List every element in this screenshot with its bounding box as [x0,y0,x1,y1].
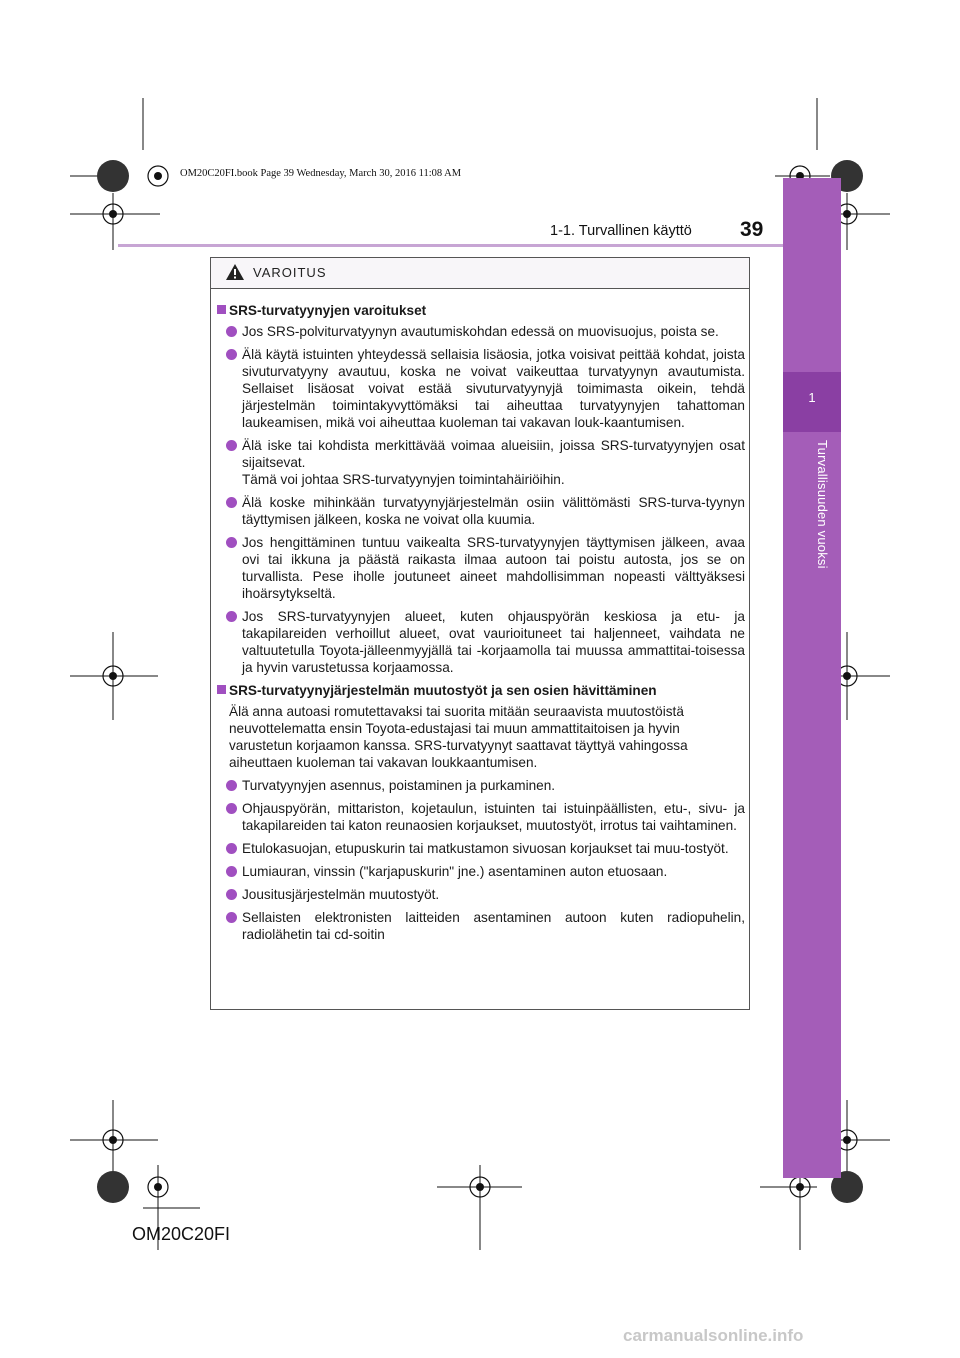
header-rule [118,244,783,247]
list-item: Jos SRS-polviturvatyynyn avautumiskohdan edessä on muovisuojus, poista se. [217,323,745,340]
chapter-label: Turvallisuuden vuoksi [815,440,830,569]
list-item: Lumiauran, vinssin ("karjapuskurin" jne.) asentaminen auton etuosaan. [217,863,745,880]
list-item: Jousitusjärjestelmän muutostyöt. [217,886,745,903]
list-item: Älä iske tai kohdista merkittävää voimaa alueisiin, joissa SRS-turvatyynyjen osat sijaitsevat. Tämä voi johtaa SRS-turvatyynyjen toimintahäiriöihin. [217,437,745,488]
watermark: carmanualsonline.info [623,1326,804,1345]
warning-header [211,258,749,289]
list-item: Turvatyynyjen asennus, poistaminen ja purkaminen. [217,777,745,794]
warning-triangle-icon [225,263,245,281]
list-item: Jos SRS-turvatyynyjen alueet, kuten ohjauspyörän keskiosa ja etu- ja takapilareiden verhoillut alueet, ovat vaurioituneet tai haljenneet, vaihdata ne valtuutetulla Toyota-jälleenmyyjällä tai -korjaamolla tai muussa ammattitai-toisessa ja hyvin varustetussa korjaamossa. [217,608,745,676]
warning-body [217,298,745,949]
section-title: 1-1. Turvallinen käyttö [550,223,692,239]
bullet-icon [226,611,237,622]
bullet-icon [226,843,237,854]
warning-title: VAROITUS [253,265,327,280]
document-code: OM20C20FI [132,1224,231,1244]
section-heading: SRS-turvatyynyjärjestelmän muutostyöt ja sen osien hävittäminen [217,682,745,699]
bullet-icon [226,349,237,360]
list-item: Ohjauspyörän, mittariston, kojetaulun, istuinten tai istuinpäällisten, etu-, sivu- ja takapilareiden tai katon reunaosien korjaukset, muutostyöt, irrotus tai vaihtaminen. [217,800,745,834]
bullet-icon [226,326,237,337]
bullet-icon [226,780,237,791]
bullet-icon [226,866,237,877]
page-number: 39 [740,218,764,241]
list-item: Sellaisten elektronisten laitteiden asentaminen autoon kuten radiopuhelin, radiolähetin tai cd-soitin [217,909,745,943]
book-info: OM20C20FI.book Page 39 Wednesday, March 30, 2016 11:08 AM [180,168,462,179]
list-item: Älä käytä istuinten yhteydessä sellaisia lisäosia, jotka voisivat peittää kohdat, joista sivuturvatyyny avautuu, koska ne voivat vaikeuttaa turvatyynyn avautumista. Sellaiset lisäosat voivat estää sivuturvatyynyjä toimimasta oikein, tehdä järjestelmän toimintakyvyttömäksi tai aiheuttaa turvatyynyjen tahattoman laukeamisen, mikä voi aiheuttaa kuoleman tai vakavan louk-kaantumisen. [217,346,745,431]
bullet-icon [226,889,237,900]
chapter-number: 1 [808,390,816,405]
bullet-icon [226,803,237,814]
warning-box [210,257,750,1010]
bullet-icon [226,912,237,923]
chapter-side-tab [783,178,841,1178]
section-intro: Älä anna autoasi romutettavaksi tai suorita mitään seuraavista muutostöistä neuvottelematta ensin Toyota-edustajasi tai muun ammattitaitoisen ja hyvin varustetun korjaamon kanssa. SRS-turvatyynyt saattavat täyttyä vahingossa aiheuttaen kuoleman tai vakavan loukkaantumisen. [229,704,688,770]
list-item: Jos hengittäminen tuntuu vaikealta SRS-turvatyynyjen täyttymisen jälkeen, avaa ovi tai ikkuna ja päästä raikasta ilmaa autoon tai poistu autosta, jos se on turvallista. Pese iholle joutuneet aineet mahdollisimman nopeasti välttyäksesi ihoärsytykseltä. [217,534,745,602]
bullet-icon [226,497,237,508]
bullet-icon [226,440,237,451]
bullet-icon [226,537,237,548]
section-heading: SRS-turvatyynyjen varoitukset [217,302,745,319]
list-item: Älä koske mihinkään turvatyynyjärjestelmän osiin välittömästi SRS-turva-tyynyn täyttymisen jälkeen, koska ne voivat olla kuumia. [217,494,745,528]
list-item: Etulokasuojan, etupuskurin tai matkustamon sivuosan korjaukset tai muu-tostyöt. [217,840,745,857]
